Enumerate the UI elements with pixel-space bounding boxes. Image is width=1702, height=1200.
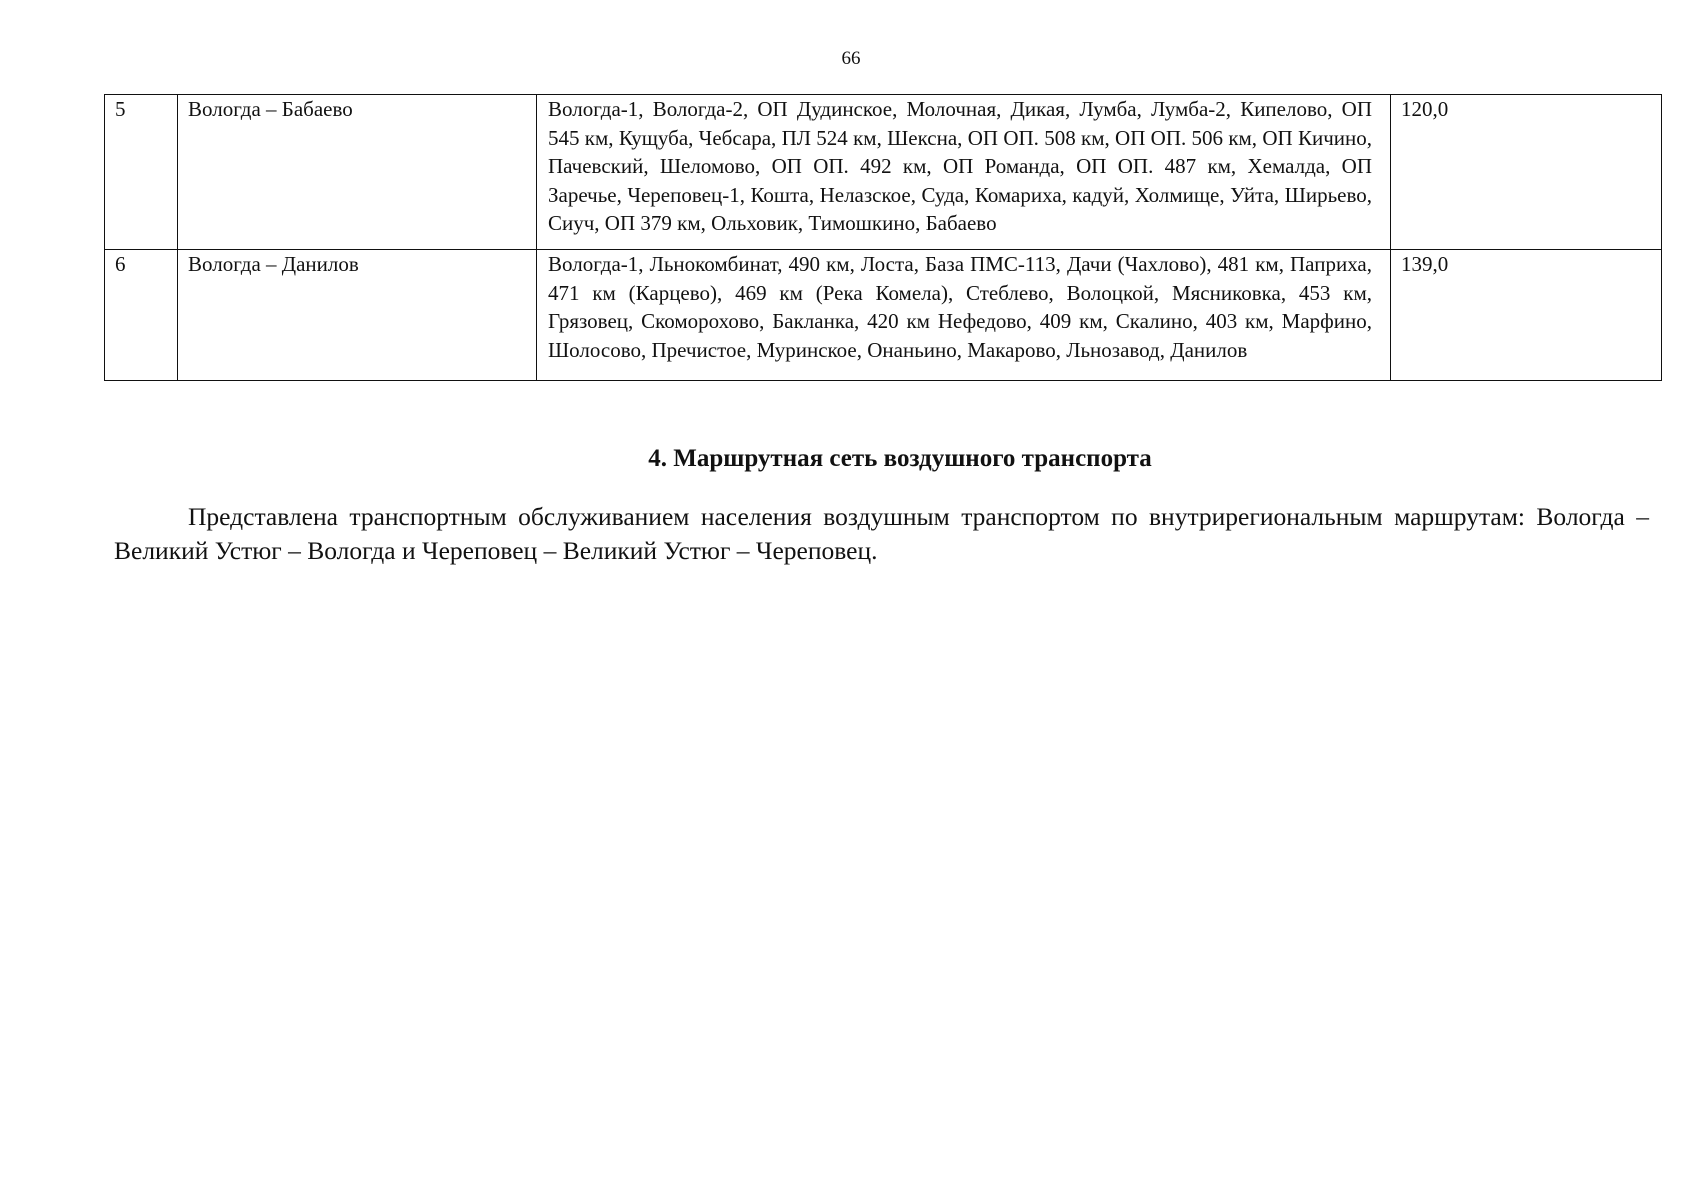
table-row — [105, 95, 1662, 250]
route-name-cell: Вологда – Бабаево — [178, 95, 537, 250]
route-distance-cell: 120,0 — [1391, 95, 1662, 250]
route-stops-cell: Вологда-1, Вологда-2, ОП Дудинское, Молочная, Дикая, Лумба, Лумба-2, Кипелово, ОП 545 км, Кущуба, Чебсара, ПЛ 524 км, Шексна, ОП ОП. 508 км, ОП ОП. 506 км, ОП Кичино, Пачевский, Шеломово, ОП ОП. 492 км, ОП Романда, ОП ОП. 487 км, Хемалда, ОП Заречье, Череповец-1, Кошта, Нелазское, Суда, Комариха, кадуй, Холмище, Уйта, Ширьево, Сиуч, ОП 379 км, Ольховик, Тимошкино, Бабаево — [537, 95, 1391, 250]
section-paragraph: Представлена транспортным обслуживанием населения воздушным транспортом по внутрирегиональным маршрутам: Вологда – Великий Устюг – Вологда и Череповец – Великий Устюг – Череповец. — [114, 502, 1649, 565]
route-number-cell: 5 — [105, 95, 178, 250]
route-stops-cell: Вологда-1, Льнокомбинат, 490 км, Лоста, База ПМС-113, Дачи (Чахлово), 481 км, Паприха, 471 км (Карцево), 469 км (Река Комела), Стеблево, Волоцкой, Мясниковка, 453 км, Грязовец, Скоморохово, Бакланка, 420 км Нефедово, 409 км, Скалино, 403 км, Марфино, Шолосово, Пречистое, Муринское, Онаньино, Макарово, Льнозавод, Данилов — [537, 250, 1391, 381]
route-name-cell: Вологда – Данилов — [178, 250, 537, 381]
section-heading: 4. Маршрутная сеть воздушного транспорта — [648, 445, 1152, 472]
route-distance-cell: 139,0 — [1391, 250, 1662, 381]
page-number: 66 — [841, 48, 861, 69]
routes-table — [104, 94, 1662, 381]
table-row — [105, 250, 1662, 381]
route-number-cell: 6 — [105, 250, 178, 381]
